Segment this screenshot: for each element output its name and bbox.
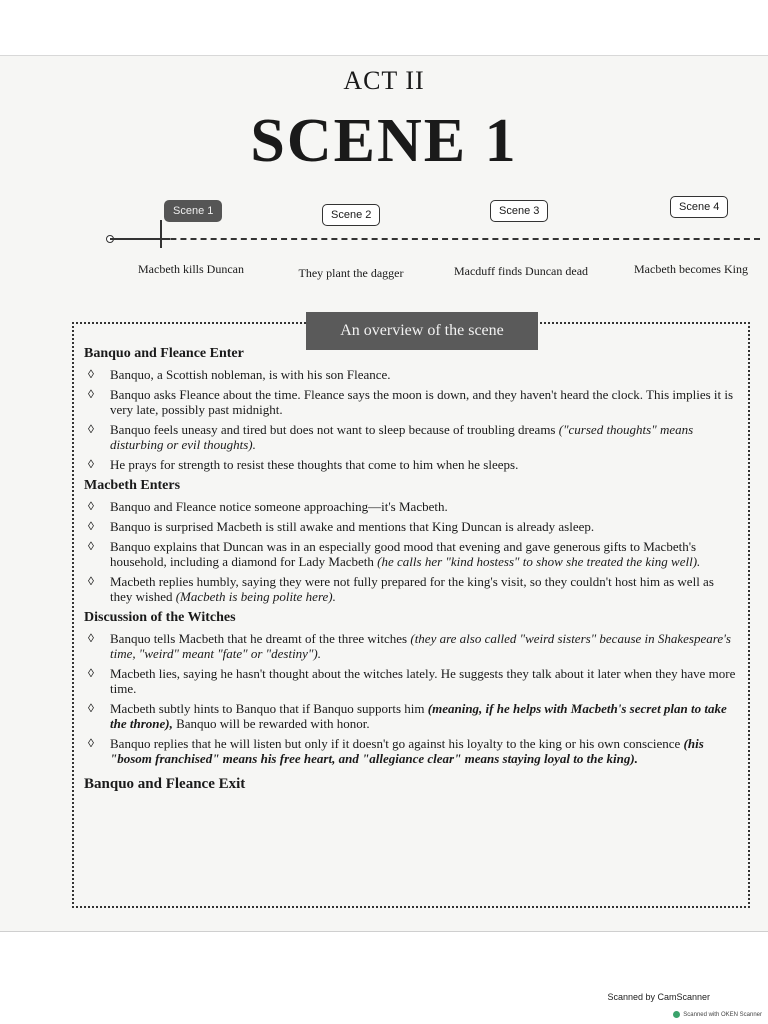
scanner-logo-icon <box>673 1011 680 1018</box>
list-item: ◊ Banquo replies that he will listen but only if it doesn't go against his loyalty to the king or his own conscience (his "bosom franchised" means his free heart, and "allegiance clear" means staying loyal to the king). <box>88 736 704 766</box>
list-item: ◊ Banquo tells Macbeth that he dreamt of the three witches (they are also called "weird sisters" because in Shakespeare's time, "weird" meant "fate" or "destiny"). <box>88 631 731 661</box>
timeline-chip-scene-2: Scene 2 <box>322 204 380 226</box>
section-heading: Banquo and Fleance Enter <box>84 346 244 361</box>
section-heading: Macbeth Enters <box>84 478 181 493</box>
scene-timeline <box>110 234 760 244</box>
list-item: ◊ Banquo, a Scottish nobleman, is with his son Fleance. <box>88 367 391 382</box>
scanner-watermark: Scanned by CamScanner <box>607 992 710 1002</box>
diamond-bullet-icon: ◊ <box>88 499 94 513</box>
diamond-bullet-icon: ◊ <box>88 666 94 680</box>
diamond-bullet-icon: ◊ <box>88 519 94 533</box>
diamond-bullet-icon: ◊ <box>88 574 94 588</box>
list-item: ◊ Banquo is surprised Macbeth is still awake and mentions that King Duncan is already asleep. <box>88 519 595 534</box>
timeline-caption-2: They plant the dagger <box>298 266 404 280</box>
timeline-chip-scene-1: Scene 1 <box>164 200 222 222</box>
diamond-bullet-icon: ◊ <box>88 367 94 381</box>
book-page <box>0 55 768 932</box>
overview-content <box>84 340 736 793</box>
timeline-chip-scene-4: Scene 4 <box>670 196 728 218</box>
act-heading: ACT II <box>343 66 425 95</box>
scene-heading: SCENE 1 <box>250 107 518 175</box>
section-heading: Discussion of the Witches <box>84 610 236 625</box>
list-item: ◊ Macbeth replies humbly, saying they were not fully prepared for the king's visit, so they couldn't host him as well as they wished (Macbeth is being polite here). <box>88 574 714 604</box>
diamond-bullet-icon: ◊ <box>88 539 94 553</box>
list-item: ◊ Banquo asks Fleance about the time. Fleance says the moon is down, and they haven't heard the clock. This implies it is very late, possibly past midnight. <box>88 387 734 417</box>
list-item: ◊ Banquo feels uneasy and tired but does not want to sleep because of troubling dreams ("cursed thoughts" means disturbing or evil thoughts). <box>88 422 694 452</box>
timeline-chip-scene-3: Scene 3 <box>490 200 548 222</box>
list-item: ◊ Macbeth lies, saying he hasn't thought about the witches lately. He suggests they talk about it later when they have more time. <box>88 666 736 696</box>
list-item: ◊ Banquo explains that Duncan was in an especially good mood that evening and gave generous gifts to Macbeth's household, including a diamond for Lady Macbeth (he calls her "kind hostess" to show she treated the king well). <box>88 539 701 569</box>
overview-box <box>72 322 750 908</box>
list-item: ◊ Banquo and Fleance notice someone approaching—it's Macbeth. <box>88 499 448 514</box>
diamond-bullet-icon: ◊ <box>88 631 94 645</box>
scanner-credit: Scanned with OKEN Scanner <box>673 1011 762 1018</box>
diamond-bullet-icon: ◊ <box>88 701 94 715</box>
section-heading-exit: Banquo and Fleance Exit <box>84 776 246 792</box>
list-item: ◊ Macbeth subtly hints to Banquo that if Banquo supports him (meaning, if he helps with Macbeth's secret plan to take the throne), Banquo will be rewarded with honor. <box>88 701 727 731</box>
diamond-bullet-icon: ◊ <box>88 387 94 401</box>
timeline-caption-1: Macbeth kills Duncan <box>138 262 244 276</box>
overview-title: An overview of the scene <box>306 312 538 350</box>
diamond-bullet-icon: ◊ <box>88 457 94 471</box>
timeline-dashed-line <box>110 238 760 240</box>
diamond-bullet-icon: ◊ <box>88 736 94 750</box>
timeline-caption-3: Macduff finds Duncan dead <box>453 264 589 278</box>
diamond-bullet-icon: ◊ <box>88 422 94 436</box>
timeline-caption-4: Macbeth becomes King <box>634 262 748 276</box>
timeline-marker <box>160 220 162 248</box>
list-item: ◊ He prays for strength to resist these thoughts that come to him when he sleeps. <box>88 457 519 472</box>
